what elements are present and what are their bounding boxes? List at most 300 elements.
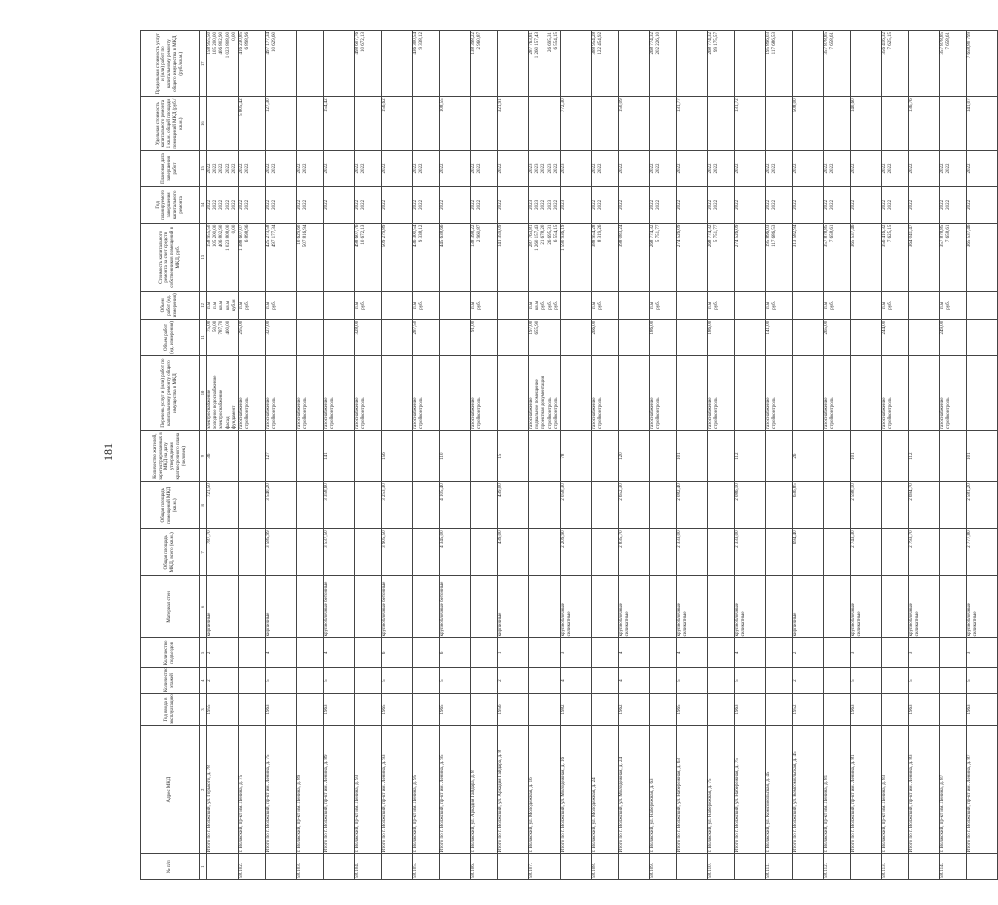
cell-area: 2 598,10 bbox=[850, 482, 881, 529]
cell-addr: Итого по г. Волжский, пр-кт им. Ленина, д. 75 bbox=[265, 726, 296, 854]
cell-res: 156 bbox=[381, 430, 412, 481]
cell-line: 2022 bbox=[707, 163, 713, 174]
header-cell: Общая площадь МКД, всего (кв.м.) bbox=[141, 529, 200, 576]
cell-line: газоснабжение bbox=[296, 397, 302, 429]
cell-line bbox=[598, 321, 604, 354]
cell-res: 120 bbox=[618, 430, 649, 481]
cell-line: 2022 bbox=[939, 163, 945, 174]
cell-u16 bbox=[265, 97, 296, 150]
cell-line bbox=[388, 98, 394, 148]
cell-line: 2022 bbox=[381, 163, 387, 174]
cell-y15 bbox=[470, 150, 497, 186]
cell-u17 bbox=[265, 31, 296, 97]
cell-line bbox=[330, 293, 336, 318]
cell-addr: Итого по г. Волжский, ул. Набережная, д. 75 bbox=[734, 726, 765, 854]
column-number: 1 bbox=[200, 854, 207, 880]
column-number: 4 bbox=[200, 668, 207, 694]
cell-u16 bbox=[470, 97, 497, 150]
cell-line: 2022 bbox=[823, 199, 829, 210]
cell-floors bbox=[823, 668, 850, 694]
cell-line: п.м bbox=[939, 301, 945, 309]
cell-entr bbox=[591, 638, 618, 668]
cell-year: 1963 bbox=[850, 693, 881, 725]
cell-works bbox=[707, 356, 734, 431]
column-number: 11 bbox=[200, 319, 207, 355]
cell-y14 bbox=[765, 187, 792, 223]
cell-line bbox=[330, 188, 336, 221]
cell-line bbox=[714, 321, 720, 354]
cell-wall: крупноблочные силикатные bbox=[618, 576, 649, 638]
cell-line: 2022 bbox=[734, 163, 740, 174]
cell-area: 3 540,20 bbox=[265, 482, 296, 529]
cell-u16 bbox=[649, 97, 676, 150]
cell-total bbox=[881, 529, 908, 576]
cell-cost bbox=[439, 223, 470, 291]
cell-line: 436 300,54 bbox=[412, 32, 418, 55]
cell-wall bbox=[939, 576, 966, 638]
header-cell: Материал стен bbox=[141, 576, 200, 638]
cell-line: 266,00 bbox=[591, 320, 597, 335]
cell-cost bbox=[792, 223, 823, 291]
cell-line bbox=[446, 321, 452, 354]
cell-cost bbox=[850, 223, 881, 291]
cell-line: 265,00 bbox=[823, 320, 829, 335]
cell-line bbox=[619, 293, 625, 318]
cell-vol2 bbox=[649, 291, 676, 319]
cell-u17 bbox=[881, 31, 908, 97]
table-row bbox=[649, 31, 676, 880]
cell-vol2 bbox=[296, 291, 323, 319]
cell-line: стройконтроль bbox=[598, 397, 604, 429]
cell-u17 bbox=[908, 31, 939, 97]
cell-total: 2 835,70 bbox=[618, 529, 649, 576]
table-row bbox=[765, 31, 792, 880]
cell-line: руб. bbox=[656, 301, 662, 310]
cell-line: 2022 bbox=[553, 163, 559, 174]
cell-cost bbox=[381, 223, 412, 291]
cell-total bbox=[649, 529, 676, 576]
header-cell: Объем работ (ед. измерения) bbox=[141, 291, 200, 319]
cell-y14 bbox=[412, 187, 439, 223]
cell-wall bbox=[765, 576, 792, 638]
cell-line bbox=[967, 293, 973, 318]
cell-area bbox=[412, 482, 439, 529]
cell-total: 3 537,50 bbox=[323, 529, 354, 576]
cell-line: 122 454,92 bbox=[598, 32, 604, 55]
cell-line bbox=[677, 357, 683, 429]
cell-y15 bbox=[439, 150, 470, 186]
cell-u17 bbox=[618, 31, 649, 97]
cell-y15 bbox=[881, 150, 908, 186]
cell-cost bbox=[354, 223, 381, 291]
cell-line: 2022 bbox=[477, 199, 483, 210]
cell-line bbox=[446, 188, 452, 221]
cell-line: 406 802,90 bbox=[219, 224, 225, 248]
cell-line: стройконтроль bbox=[477, 397, 483, 429]
cell-line: п.м bbox=[591, 301, 597, 309]
cell-n bbox=[676, 854, 707, 880]
cell-total: 2 333,00 bbox=[676, 529, 707, 576]
cell-floors: 5 bbox=[323, 668, 354, 694]
cell-wall bbox=[881, 576, 908, 638]
cell-cost bbox=[560, 223, 591, 291]
cell-line: 195 896,03 bbox=[765, 32, 771, 55]
cell-year: 1963 bbox=[265, 693, 296, 725]
cell-wall: крупноблочные бетонные bbox=[381, 576, 412, 638]
cell-line: 2022 bbox=[850, 163, 856, 174]
cell-line: 2022 bbox=[207, 163, 212, 174]
cell-line: 787,70 bbox=[219, 320, 225, 335]
cell-line: 268 774,32 bbox=[707, 32, 713, 55]
cell-n bbox=[560, 854, 591, 880]
cell-line: 321,91 bbox=[497, 98, 503, 113]
cell-line: газоснабжение bbox=[649, 397, 655, 429]
cell-entr bbox=[707, 638, 734, 668]
cell-line: 2022 bbox=[470, 199, 476, 210]
cell-line bbox=[735, 293, 741, 318]
cell-line bbox=[330, 225, 336, 290]
cell-addr: г. Волжский, пр-кт им. Ленина, д. 87 bbox=[939, 726, 966, 854]
cell-works bbox=[470, 356, 497, 431]
cell-line bbox=[361, 321, 367, 354]
cell-line bbox=[232, 98, 238, 148]
cell-n bbox=[439, 854, 470, 880]
cell-line: 7 658,61 bbox=[946, 224, 952, 243]
cell-u17 bbox=[823, 31, 850, 97]
cell-works bbox=[939, 356, 966, 431]
cell-line: стройконтроль bbox=[714, 397, 720, 429]
cell-u17 bbox=[528, 31, 560, 97]
cell-u16 bbox=[207, 97, 239, 150]
cell-y14 bbox=[439, 187, 470, 223]
cell-area: 4 105,40 bbox=[439, 482, 470, 529]
cell-total: 3 905,50 bbox=[381, 529, 412, 576]
cell-line: 357 878,85 bbox=[823, 32, 829, 55]
cell-works bbox=[765, 356, 792, 431]
cell-line: 2022 bbox=[296, 163, 302, 174]
cell-line: газоснабжение bbox=[881, 397, 887, 429]
cell-year bbox=[591, 693, 618, 725]
cell-line: п.м bbox=[265, 301, 271, 309]
cell-line: 2022 bbox=[412, 163, 418, 174]
cell-wall: крупноблочные силикатные bbox=[850, 576, 881, 638]
cell-cost bbox=[939, 223, 966, 291]
cell-wall bbox=[296, 576, 323, 638]
cell-line: 416 230,85 bbox=[238, 32, 244, 55]
cell-wall: крупноблочные бетонные bbox=[323, 576, 354, 638]
cell-line: 141,00 bbox=[765, 320, 771, 335]
cell-line: 268 774,32 bbox=[649, 224, 655, 248]
table-row bbox=[618, 31, 649, 880]
cell-floors bbox=[939, 668, 966, 694]
cell-n bbox=[323, 854, 354, 880]
cell-u16 bbox=[765, 97, 792, 150]
cell-line: 2022 bbox=[908, 199, 914, 210]
cell-line: 287,50 bbox=[412, 320, 418, 335]
cell-u16 bbox=[238, 97, 265, 150]
cell-vol1 bbox=[497, 319, 528, 355]
cell-line: руб. bbox=[272, 301, 278, 310]
header-cell: Общая площадь помещений МКД (кв.м.) bbox=[141, 482, 200, 529]
cell-total: 694,40 bbox=[792, 529, 823, 576]
cell-line: руб. bbox=[245, 301, 251, 310]
cell-u17 bbox=[439, 31, 470, 97]
cell-line: 10 672,13 bbox=[361, 224, 367, 245]
cell-line: 195 896,03 bbox=[765, 224, 771, 248]
cell-total bbox=[412, 529, 439, 576]
cell-year: 1963 bbox=[323, 693, 354, 725]
cell-entr bbox=[881, 638, 908, 668]
cell-line bbox=[504, 293, 510, 318]
cell-line: руб. bbox=[419, 301, 425, 310]
cell-line: 105 200,00 bbox=[213, 224, 219, 248]
cell-line: 158 955,50 bbox=[207, 224, 212, 248]
cell-wall: крупноблочные силикатные bbox=[734, 576, 765, 638]
cell-y15 bbox=[823, 150, 850, 186]
cell-y15 bbox=[765, 150, 792, 186]
cell-works bbox=[207, 356, 239, 431]
cell-line bbox=[388, 188, 394, 221]
cell-line: 2022 bbox=[939, 199, 945, 210]
table-row bbox=[707, 31, 734, 880]
cell-line: 2022 bbox=[734, 199, 740, 210]
cell-y15 bbox=[412, 150, 439, 186]
cell-total: 439,00 bbox=[497, 529, 528, 576]
header-cell: Количество жителей, зарегистрированных в МКД на дату утверждения краткосрочного плана (человек) bbox=[141, 430, 200, 481]
cell-u17 bbox=[734, 31, 765, 97]
cell-line: 2022 bbox=[553, 199, 559, 210]
cell-vol2 bbox=[765, 291, 792, 319]
cell-year bbox=[765, 693, 792, 725]
cell-y14 bbox=[881, 187, 908, 223]
cell-works bbox=[792, 356, 823, 431]
cell-year bbox=[707, 693, 734, 725]
cell-line: 2022 bbox=[850, 199, 856, 210]
cell-line: 26 695,31 bbox=[547, 224, 553, 245]
cell-year bbox=[939, 693, 966, 725]
cell-vol2 bbox=[881, 291, 908, 319]
cell-entr bbox=[296, 638, 323, 668]
cell-line: 2022 bbox=[272, 163, 278, 174]
cell-vol2 bbox=[354, 291, 381, 319]
cell-n bbox=[265, 854, 296, 880]
cell-line bbox=[851, 321, 857, 354]
cell-line: куб.м bbox=[231, 299, 237, 312]
cell-line bbox=[388, 32, 394, 95]
cell-year: 1956 bbox=[497, 693, 528, 725]
cell-line: 9 338,12 bbox=[419, 32, 425, 50]
cell-works bbox=[676, 356, 707, 431]
cell-floors bbox=[707, 668, 734, 694]
cell-works bbox=[618, 356, 649, 431]
cell-n: 58.102. bbox=[238, 854, 265, 880]
cell-wall: кирпичные bbox=[497, 576, 528, 638]
cell-floors: 5 bbox=[850, 668, 881, 694]
cell-line bbox=[504, 225, 510, 290]
cell-entr: 6 bbox=[381, 638, 412, 668]
cell-line bbox=[619, 357, 625, 429]
cell-line: 2022 bbox=[303, 163, 309, 174]
cell-y14 bbox=[381, 187, 412, 223]
cell-res: 101 bbox=[850, 430, 881, 481]
cell-area bbox=[823, 482, 850, 529]
cell-line: 10 629,60 bbox=[296, 224, 302, 245]
cell-wall: крупноблочные силикатные bbox=[676, 576, 707, 638]
cell-u17 bbox=[381, 31, 412, 97]
cell-area: 3 253,30 bbox=[381, 482, 412, 529]
cell-res bbox=[528, 430, 560, 481]
cell-line: 2022 bbox=[238, 163, 244, 174]
cell-line bbox=[303, 321, 309, 354]
cell-line: 10 672,13 bbox=[361, 32, 367, 52]
cell-line: 99 175,57 bbox=[714, 32, 720, 52]
cell-cost bbox=[296, 223, 323, 291]
cell-line: 2023 bbox=[547, 199, 553, 210]
cell-res: 101 bbox=[966, 430, 997, 481]
cell-works bbox=[734, 356, 765, 431]
cell-line: газоснабжение bbox=[238, 397, 244, 429]
cell-line: 7 658,61 bbox=[830, 224, 836, 243]
table-row bbox=[966, 31, 997, 880]
cell-floors: 4 bbox=[560, 668, 591, 694]
cell-res: 78 bbox=[560, 430, 591, 481]
table-row bbox=[823, 31, 850, 880]
cell-addr: Итого по г. Волжский, пр-кт им. Ленина, д. 87 bbox=[966, 726, 997, 854]
cell-y15 bbox=[649, 150, 676, 186]
cell-line: 313 582,94 bbox=[792, 224, 798, 248]
cell-floors: 5 bbox=[381, 668, 412, 694]
cell-line bbox=[909, 357, 915, 429]
cell-line: 2022 bbox=[231, 199, 237, 210]
cell-y14 bbox=[850, 187, 881, 223]
cell-wall: крупноблочные силикатные bbox=[908, 576, 939, 638]
column-number-row bbox=[200, 31, 207, 880]
cell-line: 2022 bbox=[881, 199, 887, 210]
cell-addr: Итого по г. Волжский, пр-кт им. Ленина, д. 81 bbox=[850, 726, 881, 854]
cell-line: 2022 bbox=[656, 199, 662, 210]
cell-line: электроснабжение bbox=[219, 389, 225, 429]
cell-entr bbox=[238, 638, 265, 668]
cell-line: 2 960,87 bbox=[477, 32, 483, 50]
cell-y14 bbox=[528, 187, 560, 223]
cell-cost bbox=[881, 223, 908, 291]
cell-line bbox=[361, 98, 367, 148]
cell-line: газоснабжение bbox=[412, 397, 418, 429]
cell-y15 bbox=[381, 150, 412, 186]
column-number: 13 bbox=[200, 223, 207, 291]
table-row bbox=[908, 31, 939, 880]
cell-total: 2 777,80 bbox=[966, 529, 997, 576]
cell-vol1 bbox=[881, 319, 908, 355]
cell-addr: г. Волжский, пр-кт им. Ленина, д. 83 bbox=[881, 726, 908, 854]
cell-floors: 2 bbox=[497, 668, 528, 694]
cell-line: 1 023 808,00 bbox=[225, 32, 231, 59]
cell-area: 2 652,30 bbox=[618, 482, 649, 529]
cell-y15 bbox=[850, 150, 881, 186]
cell-vol1 bbox=[323, 319, 354, 355]
cell-line: 140,60 bbox=[850, 98, 856, 113]
cell-vol2 bbox=[323, 291, 354, 319]
cell-addr: Итого по г. Волжский, пр-кт им. Ленина, д. 83 bbox=[908, 726, 939, 854]
cell-line: 1 023 808,00 bbox=[225, 224, 231, 251]
cell-wall: кирпичные bbox=[792, 576, 823, 638]
cell-line: 2022 bbox=[598, 199, 604, 210]
cell-line bbox=[909, 321, 915, 354]
cell-area bbox=[939, 482, 966, 529]
cell-cost bbox=[470, 223, 497, 291]
cell-line bbox=[851, 357, 857, 429]
cell-year bbox=[470, 693, 497, 725]
cell-line: 6 554,15 bbox=[553, 32, 559, 50]
cell-line bbox=[561, 32, 567, 95]
cell-line: 2022 bbox=[265, 163, 271, 174]
cell-n: 58.111. bbox=[765, 854, 792, 880]
cell-line: 6 554,15 bbox=[553, 224, 559, 243]
cell-addr: Итого по г. Волжский, ул. Молодежная, д. 16 bbox=[560, 726, 591, 854]
cell-u16 bbox=[734, 97, 765, 150]
cell-line bbox=[909, 32, 915, 95]
cell-y14 bbox=[792, 187, 823, 223]
cell-line bbox=[735, 357, 741, 429]
cell-line: 2022 bbox=[591, 163, 597, 174]
cell-res bbox=[296, 430, 323, 481]
cell-entr: 4 bbox=[265, 638, 296, 668]
cell-y15 bbox=[323, 150, 354, 186]
cell-line: 105 200,00 bbox=[213, 32, 219, 55]
cell-entr: 1 bbox=[497, 638, 528, 668]
cell-wall bbox=[649, 576, 676, 638]
cell-cost bbox=[412, 223, 439, 291]
table-row bbox=[439, 31, 470, 880]
cell-u16 bbox=[966, 97, 997, 150]
cell-n bbox=[207, 854, 239, 880]
cell-line: стройконтроль bbox=[330, 397, 336, 429]
cell-line: 2022 bbox=[323, 199, 329, 210]
cell-line: стройконтроль bbox=[547, 397, 553, 429]
cell-u17 bbox=[707, 31, 734, 97]
column-number: 7 bbox=[200, 529, 207, 576]
cell-line: 2022 bbox=[966, 163, 972, 174]
cell-u16 bbox=[939, 97, 966, 150]
cell-n: 58.110. bbox=[707, 854, 734, 880]
cell-u16 bbox=[707, 97, 734, 150]
cell-line: руб. bbox=[477, 301, 483, 310]
cell-u16 bbox=[296, 97, 323, 150]
cell-area: 2 082,40 bbox=[676, 482, 707, 529]
cell-u17 bbox=[354, 31, 381, 97]
cell-vol1 bbox=[707, 319, 734, 355]
cell-u17 bbox=[850, 31, 881, 97]
cell-vol1 bbox=[649, 319, 676, 355]
cell-line: 2022 bbox=[676, 163, 682, 174]
cell-cost bbox=[649, 223, 676, 291]
cell-vol1 bbox=[412, 319, 439, 355]
cell-cost bbox=[966, 223, 997, 291]
cell-y15 bbox=[238, 150, 265, 186]
cell-floors bbox=[354, 668, 381, 694]
cell-floors: 2 bbox=[792, 668, 823, 694]
cell-vol1 bbox=[354, 319, 381, 355]
cell-area: 2 694,70 bbox=[908, 482, 939, 529]
cell-year: 1965 bbox=[676, 693, 707, 725]
cell-u17 bbox=[792, 31, 823, 97]
cell-res bbox=[939, 430, 966, 481]
cell-line: 117 686,53 bbox=[772, 224, 778, 247]
cell-cost bbox=[707, 223, 734, 291]
cell-area bbox=[354, 482, 381, 529]
cell-cost bbox=[676, 223, 707, 291]
cell-y14 bbox=[966, 187, 997, 223]
